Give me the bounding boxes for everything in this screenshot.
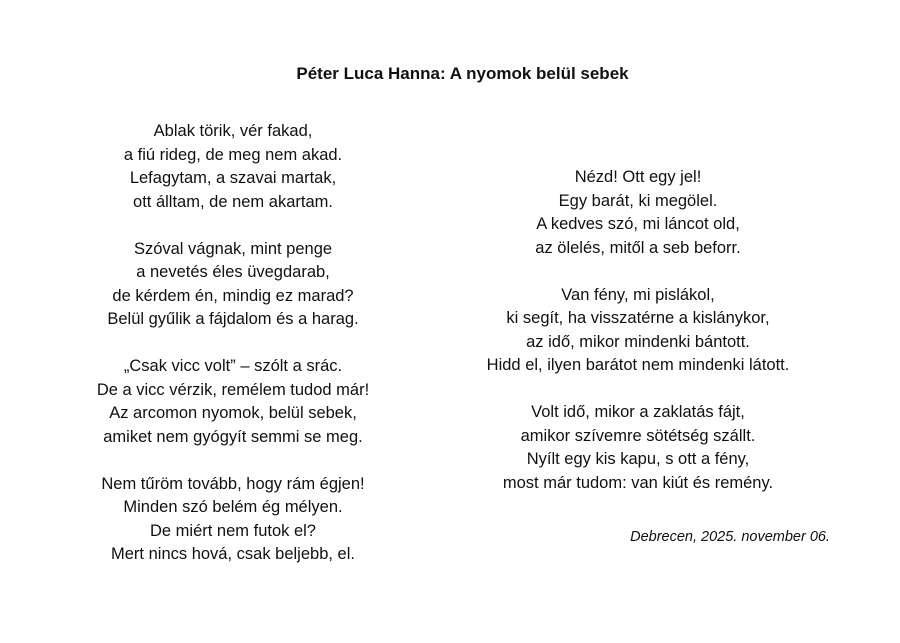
poem-right-column	[458, 166, 818, 495]
poem-line: Hidd el, ilyen barátot nem mindenki látott.	[486, 356, 790, 374]
poem-line: Nem tűröm tovább, hogy rám égjen!	[101, 474, 365, 493]
poem-line: Van fény, mi pislákol,	[561, 285, 715, 304]
stanza	[68, 473, 398, 567]
poem-line: Nyílt egy kis kapu, s ott a fény,	[526, 450, 750, 468]
stanza	[68, 238, 398, 332]
stanza	[68, 355, 398, 449]
poem-line: De miért nem futok el?	[150, 521, 316, 540]
poem-line: Ablak törik, vér fakad,	[153, 122, 313, 140]
place-date-signature: Debrecen, 2025. november 06.	[630, 529, 830, 545]
poem-line: amiket nem gyógyít semmi se meg.	[103, 427, 363, 446]
poem-line: Lefagytam, a szavai martak,	[129, 169, 337, 187]
poem-line: amikor szívemre sötétség szállt.	[520, 426, 756, 445]
poem-title: Péter Luca Hanna: A nyomok belül sebek	[296, 64, 629, 83]
stanza	[458, 166, 818, 260]
poem-line: Az arcomon nyomok, belül sebek,	[109, 404, 357, 422]
stanza	[68, 120, 398, 214]
poem-line: a fiú rideg, de meg nem akad.	[123, 145, 343, 164]
poem-line: Nézd! Ott egy jel!	[574, 168, 702, 186]
poem-line: a nevetés éles üvegdarab,	[136, 263, 330, 281]
poem-line: de kérdem én, mindig ez marad?	[112, 286, 354, 305]
poem-line: Minden szó belém ég mélyen.	[123, 498, 343, 516]
poem-line: Egy barát, ki megölel.	[558, 191, 718, 210]
poem-line: „Csak vicc volt” – szólt a srác.	[123, 357, 343, 375]
stanza	[458, 284, 818, 378]
poem-left-column	[68, 120, 398, 567]
poem-line: Mert nincs hová, csak beljebb, el.	[111, 545, 355, 563]
poem-line: Szóval vágnak, mint penge	[133, 239, 333, 258]
poem-line: Volt idő, mikor a zaklatás fájt,	[531, 403, 745, 421]
poem-line: A kedves szó, mi láncot old,	[536, 215, 740, 233]
poem-line: ki segít, ha visszatérne a kislánykor,	[506, 309, 770, 327]
poem-line: Belül gyűlik a fájdalom és a harag.	[107, 310, 359, 328]
poem-line: De a vicc vérzik, remélem tudod már!	[96, 380, 370, 399]
poem-line: az idő, mikor mindenki bántott.	[526, 332, 750, 351]
poem-line: most már tudom: van kiút és remény.	[502, 473, 774, 492]
poem-line: ott álltam, de nem akartam.	[133, 192, 333, 211]
poem-line: az ölelés, mitől a seb beforr.	[535, 238, 741, 257]
stanza	[458, 401, 818, 495]
